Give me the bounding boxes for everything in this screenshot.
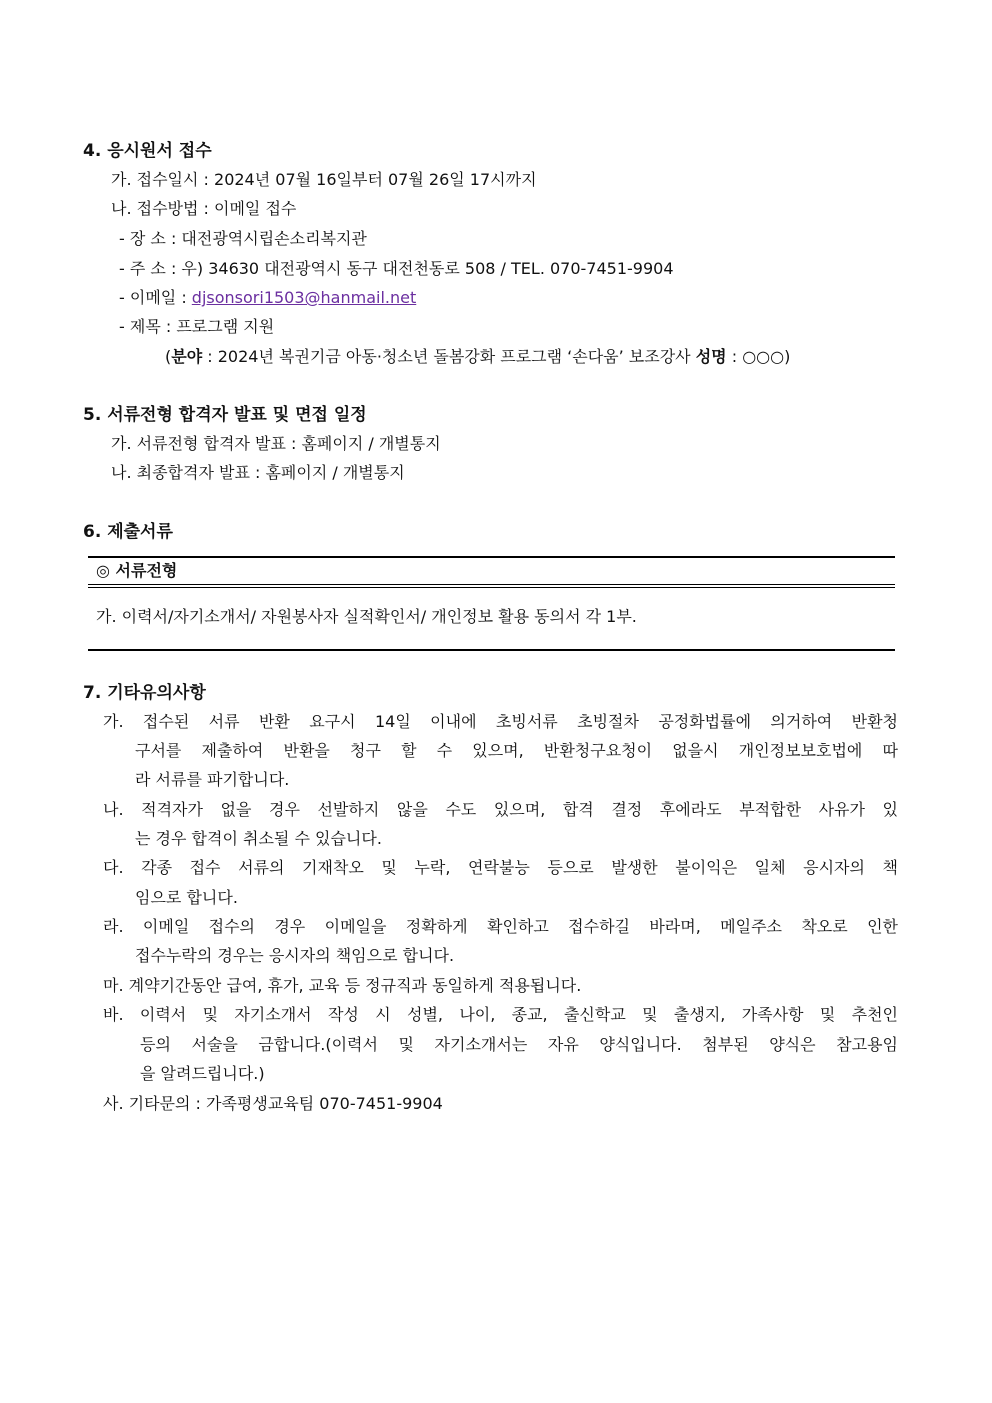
s7-ma: 마. 계약기간동안 급여, 휴가, 교육 등 정규직과 동일하게 적용됩니다.	[103, 976, 582, 995]
s4-date: 가. 접수일시 : 2024년 07월 16일부터 07월 26일 17시까지	[111, 170, 537, 189]
s7-ra-line-2: 접수누락의 경우는 응시자의 책임으로 합니다.	[135, 946, 455, 965]
email-link[interactable]: djsonsori1503@hanmail.net	[191, 288, 417, 307]
s7-na-line-1: 나. 적격자가 없을 경우 선발하지 않을 수도 있으며, 합격 결정 후에라도 부적합한 사유가 있	[103, 800, 898, 819]
box-title: ◎ 서류전형	[96, 561, 178, 580]
box-header-rule-1	[88, 584, 895, 585]
s4-place: - 장 소 : 대전광역시립손소리복지관	[119, 229, 367, 248]
field-open: (	[165, 347, 172, 366]
s7-ga-line-2: 구서를 제출하여 반환을 청구 할 수 있으며, 반환청구요청이 없을시 개인정보보호법에 따	[135, 741, 898, 760]
s7-sa: 사. 기타문의 : 가족평생교육팀 070-7451-9904	[103, 1094, 443, 1113]
s4-field-line	[165, 346, 790, 368]
s4-email-line	[119, 287, 416, 309]
box-bottom-rule	[88, 649, 895, 651]
section-4-heading: 4. 응시원서 접수	[83, 141, 212, 161]
section-7-heading: 7. 기타유의사항	[83, 683, 206, 703]
s7-da-line-1: 다. 각종 접수 서류의 기재착오 및 누락, 연락불능 등으로 발생한 불이익은 일체 응시자의 책	[103, 858, 898, 877]
s4-address: - 주 소 : 우) 34630 대전광역시 동구 대전천동로 508 / TEL. 070-7451-9904	[119, 259, 674, 278]
box-top-rule	[88, 556, 895, 558]
s7-ba-line-3: 을 알려드립니다.)	[140, 1064, 265, 1083]
field-text: : 2024년 복권기금 아동·청소년 돌봄강화 프로그램 ‘손다움’ 보조강사	[202, 347, 696, 366]
s7-ba-line-1: 바. 이력서 및 자기소개서 작성 시 성별, 나이, 종교, 출신학교 및 출생지, 가족사항 및 추천인	[103, 1005, 898, 1024]
s7-da-line-2: 임으로 합니다.	[135, 888, 238, 907]
s4-method: 나. 접수방법 : 이메일 접수	[111, 199, 297, 218]
name-text: : ○○○)	[726, 347, 791, 366]
s7-ra-line-1: 라. 이메일 접수의 경우 이메일을 정확하게 확인하고 접수하길 바라며, 메일주소 착오로 인한	[103, 917, 898, 936]
name-label: 성명	[695, 347, 727, 366]
field-label: 분야	[171, 347, 203, 366]
s7-ga-line-3: 라 서류를 파기합니다.	[135, 770, 290, 789]
s7-ga-line-1: 가. 접수된 서류 반환 요구시 14일 이내에 초빙서류 초빙절차 공정화법률에 의거하여 반환청	[103, 712, 898, 731]
s4-subject: - 제목 : 프로그램 지원	[119, 317, 275, 336]
s6-item: 가. 이력서/자기소개서/ 자원봉사자 실적확인서/ 개인정보 활용 동의서 각 1부.	[96, 607, 637, 626]
box-header-rule-2	[88, 587, 895, 588]
s7-ba-line-2: 등의 서술을 금합니다.(이력서 및 자기소개서는 자유 양식입니다. 첨부된 양식은 참고용임	[140, 1035, 898, 1054]
section-5-heading: 5. 서류전형 합격자 발표 및 면접 일정	[83, 405, 367, 425]
s7-na-line-2: 는 경우 합격이 취소될 수 있습니다.	[135, 829, 382, 848]
email-label: - 이메일 :	[119, 288, 192, 307]
section-6-heading: 6. 제출서류	[83, 522, 173, 542]
s5-doc-result: 가. 서류전형 합격자 발표 : 홈페이지 / 개별통지	[111, 434, 441, 453]
s5-final-result: 나. 최종합격자 발표 : 홈페이지 / 개별통지	[111, 463, 405, 482]
